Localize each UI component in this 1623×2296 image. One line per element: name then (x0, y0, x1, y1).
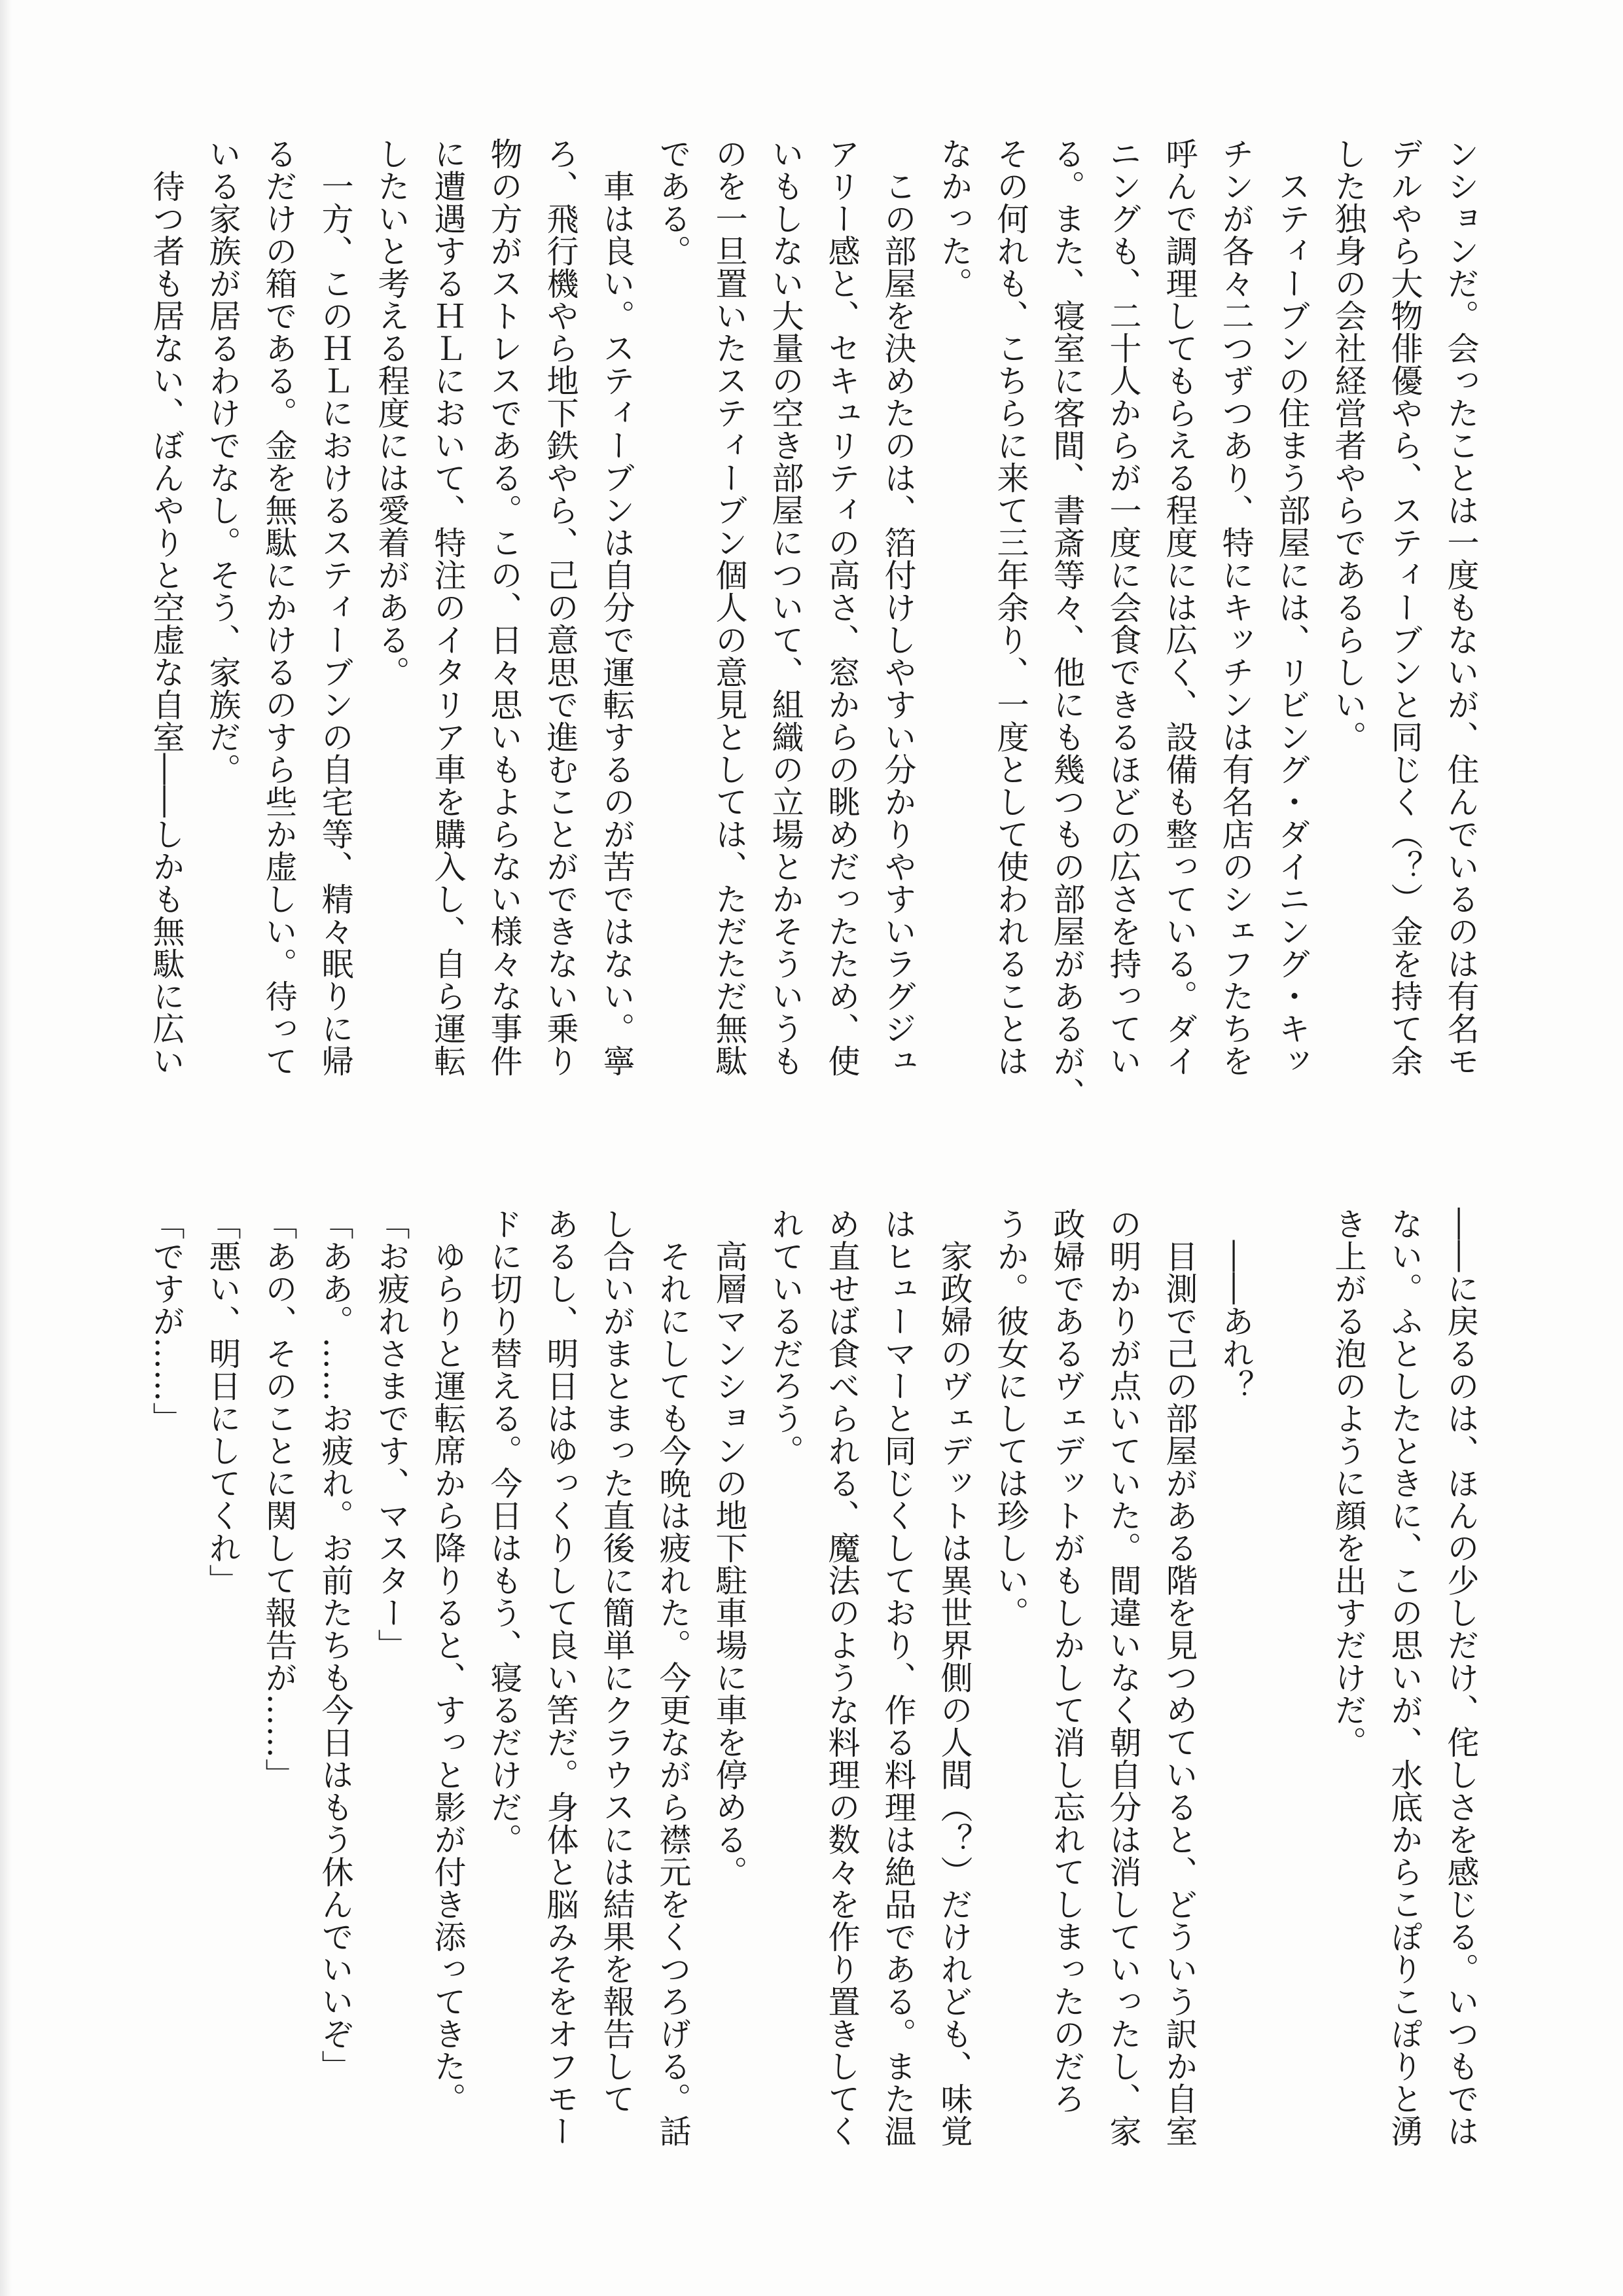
text-line: スティーブンの住まう部屋には、リビング・ダイニング・キッ (1274, 137, 1311, 1077)
text-line: デルやら大物俳優やら、スティーブンと同じく（？）金を持て余 (1386, 137, 1423, 1077)
text-line: の明かりが点いていた。間違いなく朝自分は消していったし、家 (1105, 1208, 1142, 2147)
text-line: に遭遇するＨＬにおいて、特注のイタリア車を購入し、自ら運転 (429, 137, 467, 1077)
text-line: この部屋を決めたのは、箔付けしやすい分かりやすいラグジュ (880, 137, 917, 1077)
text-line: め直せば食べられる、魔法のような料理の数々を作り置きしてく (823, 1208, 861, 2147)
text-line: き上がる泡のように顔を出すだけだ。 (1330, 1208, 1367, 1759)
text-line: した独身の会社経営者やらであるらしい。 (1330, 137, 1367, 753)
text-line: ――あれ？ (1217, 1208, 1255, 1402)
text-line: ――に戻るのは、ほんの少しだけ、侘しさを感じる。いつもでは (1442, 1208, 1480, 2147)
text-line: その何れも、こちらに来て三年余り、一度として使われることは (992, 137, 1029, 1077)
text-line: 高層マンションの地下駐車場に車を停める。 (711, 1208, 748, 1888)
text-line: 「ですが……」 (148, 1208, 185, 1435)
text-line: 車は良い。スティーブンは自分で運転するのが苦ではない。寧 (598, 137, 635, 1077)
text-line: し合いがまとまった直後に簡単にクラウスには結果を報告して (598, 1208, 635, 2115)
text-line: ドに切り替える。今日はもう、寝るだけだ。 (486, 1208, 523, 1856)
text-line: チンが各々二つずつあり、特にキッチンは有名店のシェフたちを (1217, 137, 1255, 1077)
text-line: 一方、このＨＬにおけるスティーブンの自宅等、精々眠りに帰 (317, 137, 354, 1077)
scan-shadow (0, 0, 12, 2296)
text-line: ンションだ。会ったことは一度もないが、住んでいるのは有名モ (1442, 137, 1480, 1077)
text-line: いもしない大量の空き部屋について、組織の立場とかそういうも (767, 137, 804, 1077)
text-line: る。また、寝室に客間、書斎等々、他にも幾つもの部屋があるが、 (1048, 137, 1086, 1109)
text-line: のを一旦置いたスティーブン個人の意見としては、ただただ無駄 (711, 137, 748, 1077)
text-line: ゆらりと運転席から降りると、すっと影が付き添ってきた。 (429, 1208, 467, 2115)
text-line: ろ、飛行機やら地下鉄やら、己の意思で進むことができない乗り (542, 137, 579, 1077)
text-line: 目測で己の部屋がある階を見つめていると、どういう訳か自室 (1161, 1208, 1198, 2147)
text-line: 「あの、そのことに関して報告が……」 (260, 1208, 298, 1791)
text-line: それにしても今晩は疲れた。今更ながら襟元をくつろげる。話 (654, 1208, 692, 2147)
text-line: 待つ者も居ない、ぼんやりと空虚な自室――しかも無駄に広い (148, 137, 185, 1077)
text-line: るだけの箱である。金を無駄にかけるのすら些か虚しい。待って (260, 137, 298, 1077)
text-line: したいと考える程度には愛着がある。 (373, 137, 410, 689)
text-line: 政婦であるヴェデットがもしかして消し忘れてしまったのだろ (1048, 1208, 1086, 2115)
text-line: ニングも、二十人からが一度に会食できるほどの広さを持ってい (1105, 137, 1142, 1077)
text-line: いる家族が居るわけでなし。そう、家族だ。 (204, 137, 241, 785)
text-line: である。 (654, 137, 692, 267)
text-line: アリー感と、セキュリティの高さ、窓からの眺めだったため、使 (823, 137, 861, 1077)
text-line: ない。ふとしたときに、この思いが、水底からこぽりこぽりと湧 (1386, 1208, 1423, 2147)
text-line: れているだろう。 (767, 1208, 804, 1467)
lower-text-column (148, 1208, 1489, 2176)
text-line: なかった。 (936, 137, 973, 300)
text-line: 「お疲れさまです、マスター」 (373, 1208, 410, 1661)
text-line: あるし、明日はゆっくりして良い筈だ。身体と脳みそをオフモー (542, 1208, 579, 2147)
text-line (1264, 1208, 1320, 2176)
text-line: 家政婦のヴェデットは異世界側の人間（？）だけれども、味覚 (936, 1208, 973, 2147)
upper-text-column (148, 137, 1489, 1122)
text-line: 「ああ。……お疲れ。お前たちも今日はもう休んでいいぞ」 (317, 1208, 354, 2083)
text-line: 「悪い、明日にしてくれ」 (204, 1208, 241, 1596)
text-line: 物の方がストレスである。この、日々思いもよらない様々な事件 (486, 137, 523, 1077)
text-line: 呼んで調理してもらえる程度には広く、設備も整っている。ダイ (1161, 137, 1198, 1077)
text-line: はヒューマーと同じくしており、作る料理は絶品である。また温 (880, 1208, 917, 2147)
text-line: うか。彼女にしては珍しい。 (992, 1208, 1029, 1629)
